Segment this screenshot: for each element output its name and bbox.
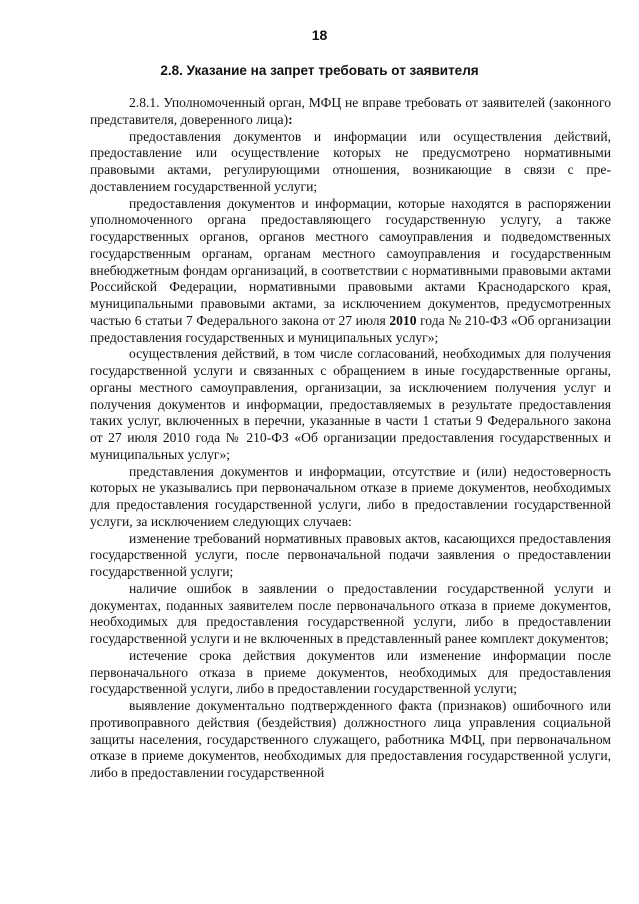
paragraph-2 <box>90 196 611 347</box>
paragraph-4: представления документов и информации, отсутствие и (или) недостоверность которых не указывались при первоначальном отказе в приеме документов, необходимых для предоставления государственной услуги, либо в предоставлении государственной услуги, за исключением следующих случаев: <box>90 463 611 529</box>
paragraph-2-part-2: года № 210-ФЗ «Об организации предоставления государственных и муниципальных услуг»; <box>90 312 611 345</box>
section-title: 2.8. Указание на запрет требовать от заявителя <box>160 63 479 78</box>
paragraph-6: наличие ошибок в заявлении о предоставлении государственной услуги и документах, поданных заявителем после первоначального отказа в приеме документов, необходимых для предоставления государственной услуги, либо в предоставлении государственной услуги и не включенных в представленный ранее комплект документов; <box>90 580 611 646</box>
document-body <box>90 95 611 782</box>
paragraph-2-part-1: предоставления документов и информации, которые находятся в распоряжении уполномоченного органа предоставляющего государственную услугу, а также государственных органов, органов местного самоуправления и подведомственных государственным органам, органам местного самоуправления и государственным внебюджетным фондам организаций, в соответствии с нормативными правовыми актами Российской Федерации, нормативными правовыми актами Краснодарского края, муниципальными правовыми актами, за исключением документов, предусмотренных частью 6 статьи 7 Федерального закона от 27 июля <box>90 195 611 328</box>
intro-paragraph <box>90 95 611 129</box>
intro-colon: : <box>288 111 293 127</box>
paragraph-1: предоставления документов и информации или осуществления действий, предоставление или осуществление которых не предусмотрено нормативными правовыми актами, регулирующими отношения, возникающие в связи с предоставлением государственной услуги; <box>90 128 611 194</box>
paragraph-2-year: 2010 <box>389 312 417 328</box>
page-number: 18 <box>311 27 328 43</box>
paragraph-7: истечение срока действия документов или изменение информации после первоначального отказа в приеме документов, необходимых для предоставления государственной услуги, либо в предоставлении государственной услуги; <box>90 647 611 697</box>
paragraph-8: выявление документально подтвержденного факта (признаков) ошибочного или противоправного действия (бездействия) должностного лица управления социальной защиты населения, государственного служащего, работника МФЦ, при первоначальном отказе в приеме документов, необходимых для предоставления государственной услуги, либо в предоставлении государственной <box>90 698 611 780</box>
paragraph-5: изменение требований нормативных правовых актов, касающихся предоставления государственной услуги, после первоначальной подачи заявления о предоставлении государственной услуги; <box>90 530 611 579</box>
paragraph-3: осуществления действий, в том числе согласований, необходимых для получения государственной услуги и связанных с обращением в иные государственные органы, органы местного самоуправления, организации, за исключением получения услуг и получения документов и информации, предоставляемых в результате предоставления таких услуг, включенных в перечни, указанные в части 1 статьи 9 Федерального закона от 27 июля 2010 года № 210-ФЗ «Об организации предоставления государственных и муниципальных услуг»; <box>90 346 611 462</box>
intro-text: 2.8.1. Уполномоченный орган, МФЦ не вправе требовать от заявителей (законного представителя, доверенного лица) <box>90 95 611 127</box>
